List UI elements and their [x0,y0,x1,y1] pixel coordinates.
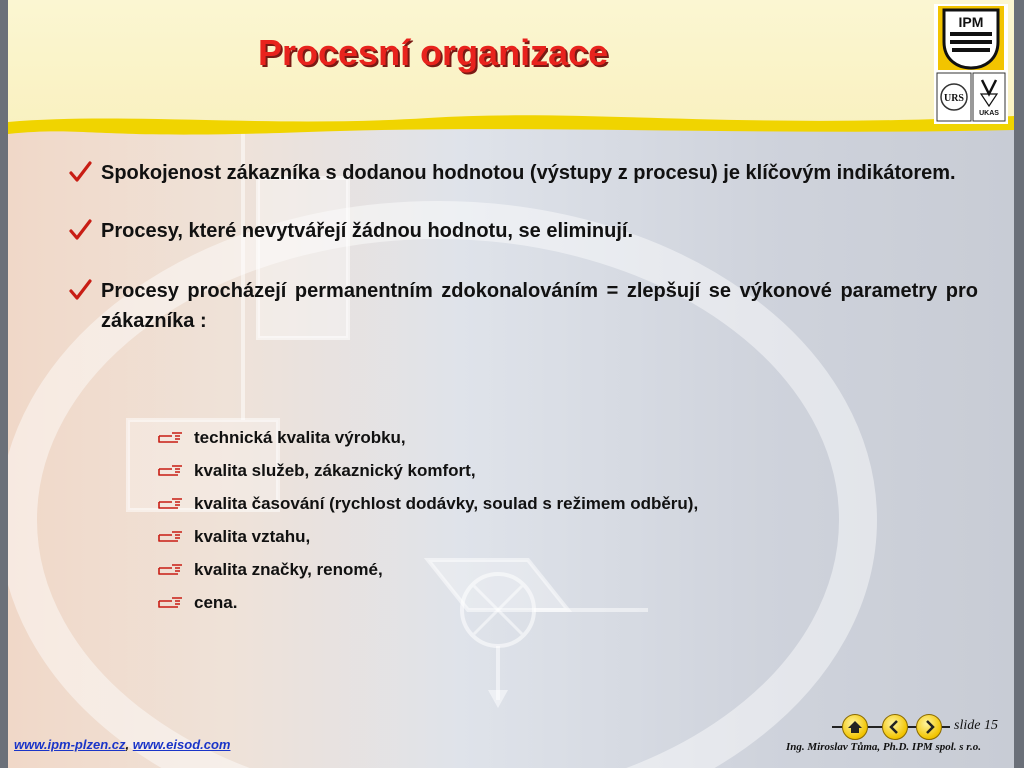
sub-list-text: kvalita časování (rychlost dodávky, soulad s režimem odběru), [194,494,699,513]
chevron-right-icon [917,715,941,739]
nav-divider [832,726,842,728]
sub-list-item [158,424,698,457]
nav-divider [908,726,916,728]
footer-link-separator: , [125,737,133,752]
sub-list-text: technická kvalita výrobku, [194,428,406,447]
ipm-logo [938,6,1004,70]
slide-title: Procesní organizace [258,32,609,73]
nav-previous-button[interactable] [882,714,908,740]
sub-list-item [158,589,698,622]
bullet-item [68,276,978,336]
bullet-text: Procesy procházejí permanentním zdokonalováním = zlepšují se výkonové parametry pro zákazníka : [101,280,978,332]
pointing-hand-icon [158,495,184,511]
svg-text:UKAS: UKAS [979,110,999,117]
chevron-left-icon [883,715,907,739]
pointing-hand-icon [158,429,184,445]
sub-list-item [158,556,698,589]
footer-link-eisod[interactable]: www.eisod.com [132,737,231,752]
footer-links [14,737,230,752]
sub-list-item [158,457,698,490]
header-brush-stroke [8,108,1014,136]
nav-next-button[interactable] [916,714,942,740]
bullet-item [68,158,978,188]
sub-list-item [158,490,698,523]
pointing-hand-icon [158,528,184,544]
checkmark-icon [68,218,92,242]
footer-link-ipm[interactable]: www.ipm-plzen.cz [14,737,126,752]
sub-list-text: kvalita služeb, zákaznický komfort, [194,461,476,480]
checkmark-icon [68,160,92,184]
svg-text:URS: URS [943,93,965,104]
bullet-text: Procesy, které nevytvářejí žádnou hodnotu, se eliminují. [101,220,634,242]
sub-list-text: cena. [194,593,238,612]
slide [8,0,1014,768]
pointing-hand-icon [158,561,184,577]
nav-divider [942,726,950,728]
sub-list-item [158,523,698,556]
bullet-item [68,216,978,246]
sub-list-text: kvalita značky, renomé, [194,560,383,579]
certification-logos [936,72,1006,122]
nav-home-button[interactable] [842,714,868,740]
slide-number: slide 15 [954,718,998,733]
logo-box [934,4,1008,124]
author-credit: Ing. Miroslav Tůma, Ph.D. IPM spol. s r.o. [786,741,981,753]
sub-bullet-list [158,424,698,622]
main-bullet-list [68,158,978,366]
nav-divider [868,726,882,728]
ipm-logo-text: IPM [958,14,984,30]
pointing-hand-icon [158,594,184,610]
bullet-text: Spokojenost zákazníka s dodanou hodnotou (výstupy z procesu) je klíčovým indikátorem. [101,162,956,184]
sub-list-text: kvalita vztahu, [194,527,311,546]
checkmark-icon [68,278,92,302]
pointing-hand-icon [158,462,184,478]
certification-icon [936,72,1006,122]
home-icon [843,715,867,739]
